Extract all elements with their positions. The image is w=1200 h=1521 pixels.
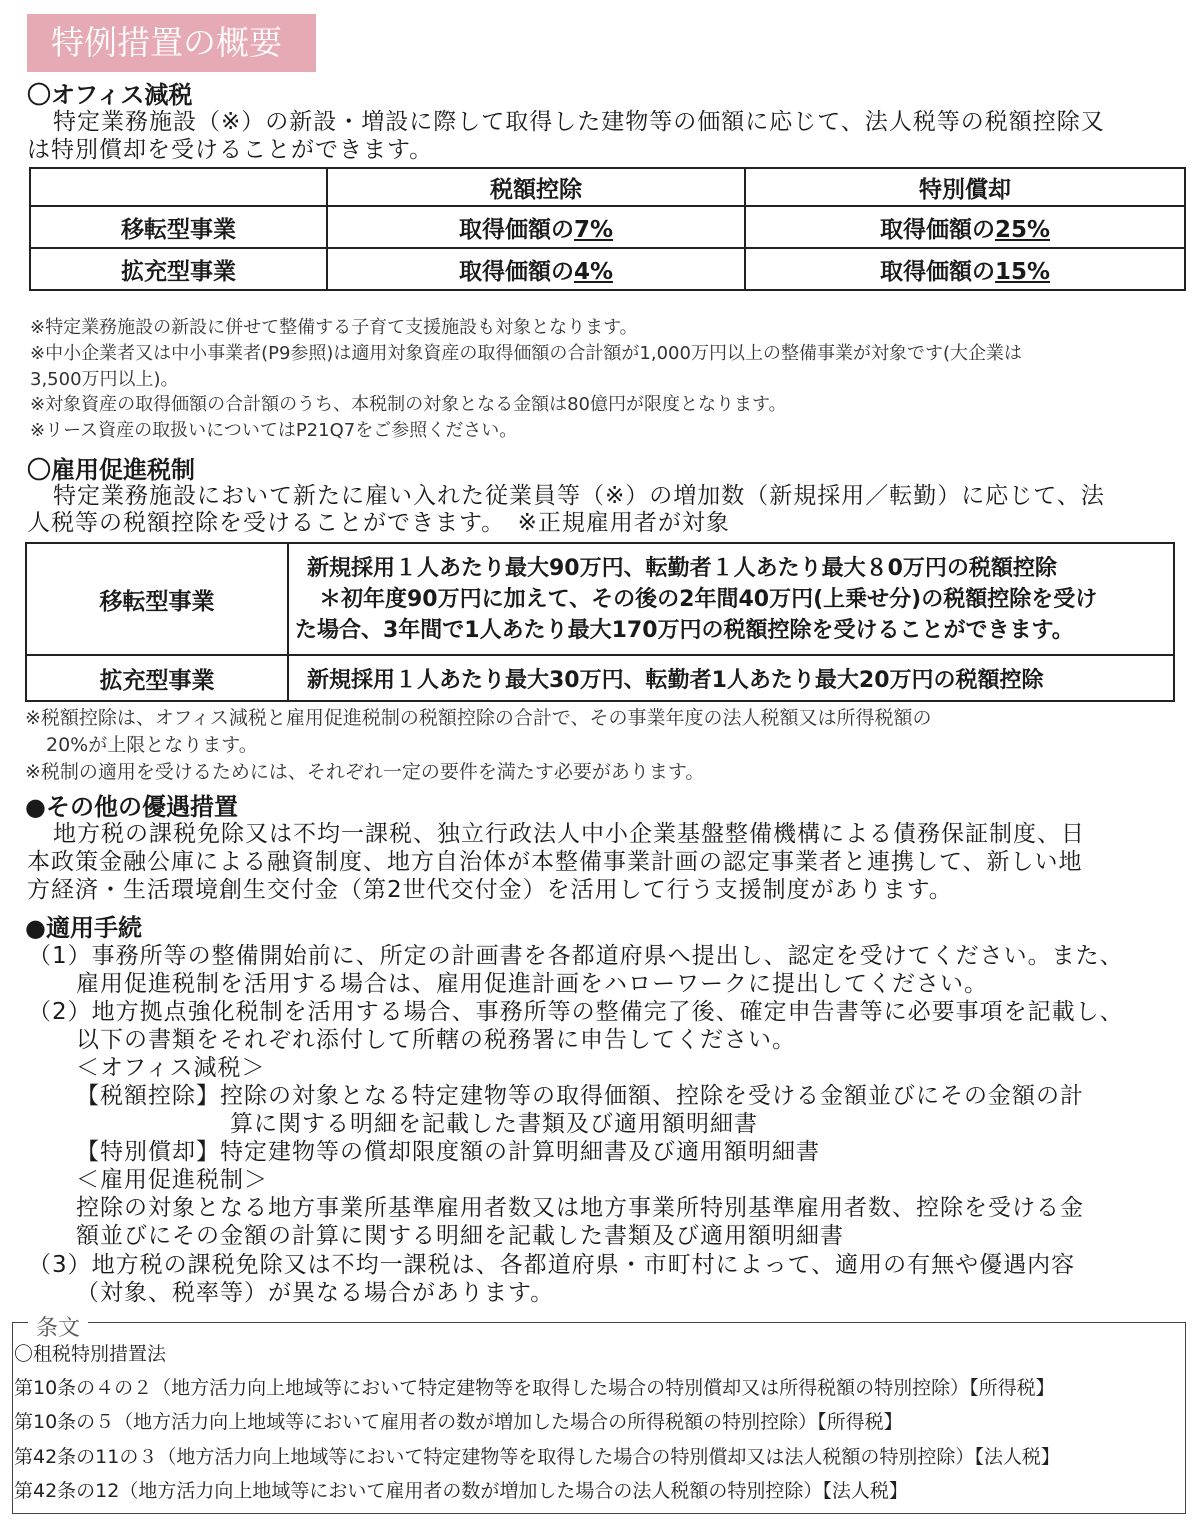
office-row-name: 拡充型事業 bbox=[30, 248, 327, 290]
procedure-line: 【税額控除】控除の対象となる特定建物等の取得価額、控除を受ける金額並びにその金額の計 bbox=[76, 1083, 1084, 1109]
office-note-4: ※対象資産の取得価額の合計額のうち、本税制の対象となる金額は80億円が限度となります。 bbox=[30, 394, 787, 415]
procedure-line: （2）地方拠点強化税制を活用する場合、事務所等の整備完了後、確定申告書等に必要事項を記載し、 bbox=[28, 999, 1124, 1025]
detail-line: ＊初年度90万円に加えて、その後の2年間40万円(上乗せ分)の税額控除を受け bbox=[319, 586, 1098, 612]
law-line: 第10条の４の２（地方活力向上地域等において特定建物等を取得した場合の特別償却又は所得税額の特別控除）【所得税】 bbox=[14, 1377, 1055, 1399]
employment-desc-2: 人税等の税額控除を受けることができます。 ※正規雇用者が対象 bbox=[27, 510, 730, 536]
law-line: 第42条の12（地方活力向上地域等において雇用者の数が増加した場合の法人税額の特別控除）【法人税】 bbox=[14, 1480, 908, 1502]
law-label: 条文 bbox=[28, 1311, 88, 1342]
employment-note-2: 20%が上限となります。 bbox=[46, 734, 258, 756]
office-table bbox=[29, 167, 1186, 291]
procedure-line: ＜雇用促進税制＞ bbox=[76, 1167, 268, 1193]
employment-desc-1: 特定業務施設において新たに雇い入れた従業員等（※）の増加数（新規採用／転勤）に応じて、法 bbox=[53, 483, 1105, 509]
office-note-3: 3,500万円以上)。 bbox=[30, 369, 179, 390]
procedure-line: 控除の対象となる地方事業所基準雇用者数又は地方事業所特別基準雇用者数、控除を受ける金 bbox=[76, 1195, 1084, 1221]
law-line: 第42条の11の３（地方活力向上地域等において特定建物等を取得した場合の特別償却又は法人税額の特別控除）【法人税】 bbox=[14, 1446, 1060, 1468]
office-heading: 〇オフィス減税 bbox=[27, 81, 193, 109]
office-note-5: ※リース資産の取扱いについてはP21Q7をご参照ください。 bbox=[30, 420, 518, 441]
office-row-name: 移転型事業 bbox=[30, 206, 327, 248]
employment-row-name: 拡充型事業 bbox=[26, 655, 288, 701]
office-desc-2: は特別償却を受けることができます。 bbox=[27, 137, 434, 163]
other-line: 方経済・生活環境創生交付金（第2世代交付金）を活用して行う支援制度があります。 bbox=[27, 877, 953, 903]
procedure-line: ＜オフィス減税＞ bbox=[76, 1055, 266, 1081]
employment-table bbox=[25, 542, 1175, 702]
office-row-dep: 取得価額の25% bbox=[745, 206, 1185, 248]
procedure-heading: ●適用手続 bbox=[25, 914, 142, 942]
procedure-line: 雇用促進税制を活用する場合は、雇用促進計画をハローワークに提出してください。 bbox=[76, 971, 988, 997]
detail-line: た場合、3年間で1人あたり最大170万円の税額控除を受けることができます。 bbox=[295, 617, 1074, 643]
office-row-tax: 取得価額の7% bbox=[327, 206, 745, 248]
office-header-dep: 特別償却 bbox=[745, 168, 1185, 206]
office-note-1: ※特定業務施設の新設に併せて整備する子育て支援施設も対象となります。 bbox=[30, 317, 638, 338]
employment-row-name: 移転型事業 bbox=[26, 543, 288, 655]
law-line: 〇租税特別措置法 bbox=[14, 1343, 167, 1365]
page-title: 特例措置の概要 bbox=[27, 14, 316, 72]
employment-note-3: ※税制の適用を受けるためには、それぞれ一定の要件を満たす必要があります。 bbox=[25, 761, 705, 783]
other-line: 本政策金融公庫による融資制度、地方自治体が本整備事業計画の認定事業者と連携して、新しい地 bbox=[27, 849, 1083, 875]
employment-note-1: ※税額控除は、オフィス減税と雇用促進税制の税額控除の合計で、その事業年度の法人税額又は所得税額の bbox=[25, 707, 932, 729]
procedure-line: （3）地方税の課税免除又は不均一課税は、各都道府県・市町村によって、適用の有無や優遇内容 bbox=[28, 1252, 1076, 1278]
procedure-line: 以下の書類をそれぞれ添付して所轄の税務署に申告してください。 bbox=[76, 1027, 796, 1053]
other-heading: ●その他の優遇措置 bbox=[25, 793, 238, 821]
procedure-line: （1）事務所等の整備開始前に、所定の計画書を各都道府県へ提出し、認定を受けてください。また、 bbox=[28, 943, 1124, 969]
procedure-line: 額並びにその金額の計算に関する明細を記載した書類及び適用額明細書 bbox=[76, 1223, 844, 1249]
employment-heading: 〇雇用促進税制 bbox=[27, 456, 195, 484]
office-row-tax: 取得価額の4% bbox=[327, 248, 745, 290]
office-note-2: ※中小企業者又は中小事業者(P9参照)は適用対象資産の取得価額の合計額が1,000万円以上の整備事業が対象です(大企業は bbox=[30, 343, 1022, 364]
office-header-tax: 税額控除 bbox=[327, 168, 745, 206]
procedure-line: 算に関する明細を記載した書類及び適用額明細書 bbox=[230, 1111, 758, 1137]
law-line: 第10条の５（地方活力向上地域等において雇用者の数が増加した場合の所得税額の特別控除）【所得税】 bbox=[14, 1411, 903, 1433]
employment-row-detail bbox=[288, 543, 1174, 655]
employment-row-detail: 新規採用１人あたり最大30万円、転勤者1人あたり最大20万円の税額控除 bbox=[288, 655, 1174, 701]
other-line: 地方税の課税免除又は不均一課税、独立行政法人中小企業基盤整備機構による債務保証制度、日 bbox=[53, 821, 1085, 847]
office-row-dep: 取得価額の15% bbox=[745, 248, 1185, 290]
office-desc-1: 特定業務施設（※）の新設・増設に際して取得した建物等の価額に応じて、法人税等の税額控除又 bbox=[53, 109, 1105, 135]
procedure-line: 【特別償却】特定建物等の償却限度額の計算明細書及び適用額明細書 bbox=[76, 1139, 820, 1165]
detail-line: 新規採用１人あたり最大90万円、転勤者１人あたり最大８0万円の税額控除 bbox=[307, 555, 1057, 581]
office-table-corner bbox=[30, 168, 327, 206]
procedure-line: （対象、税率等）が異なる場合があります。 bbox=[76, 1280, 555, 1306]
